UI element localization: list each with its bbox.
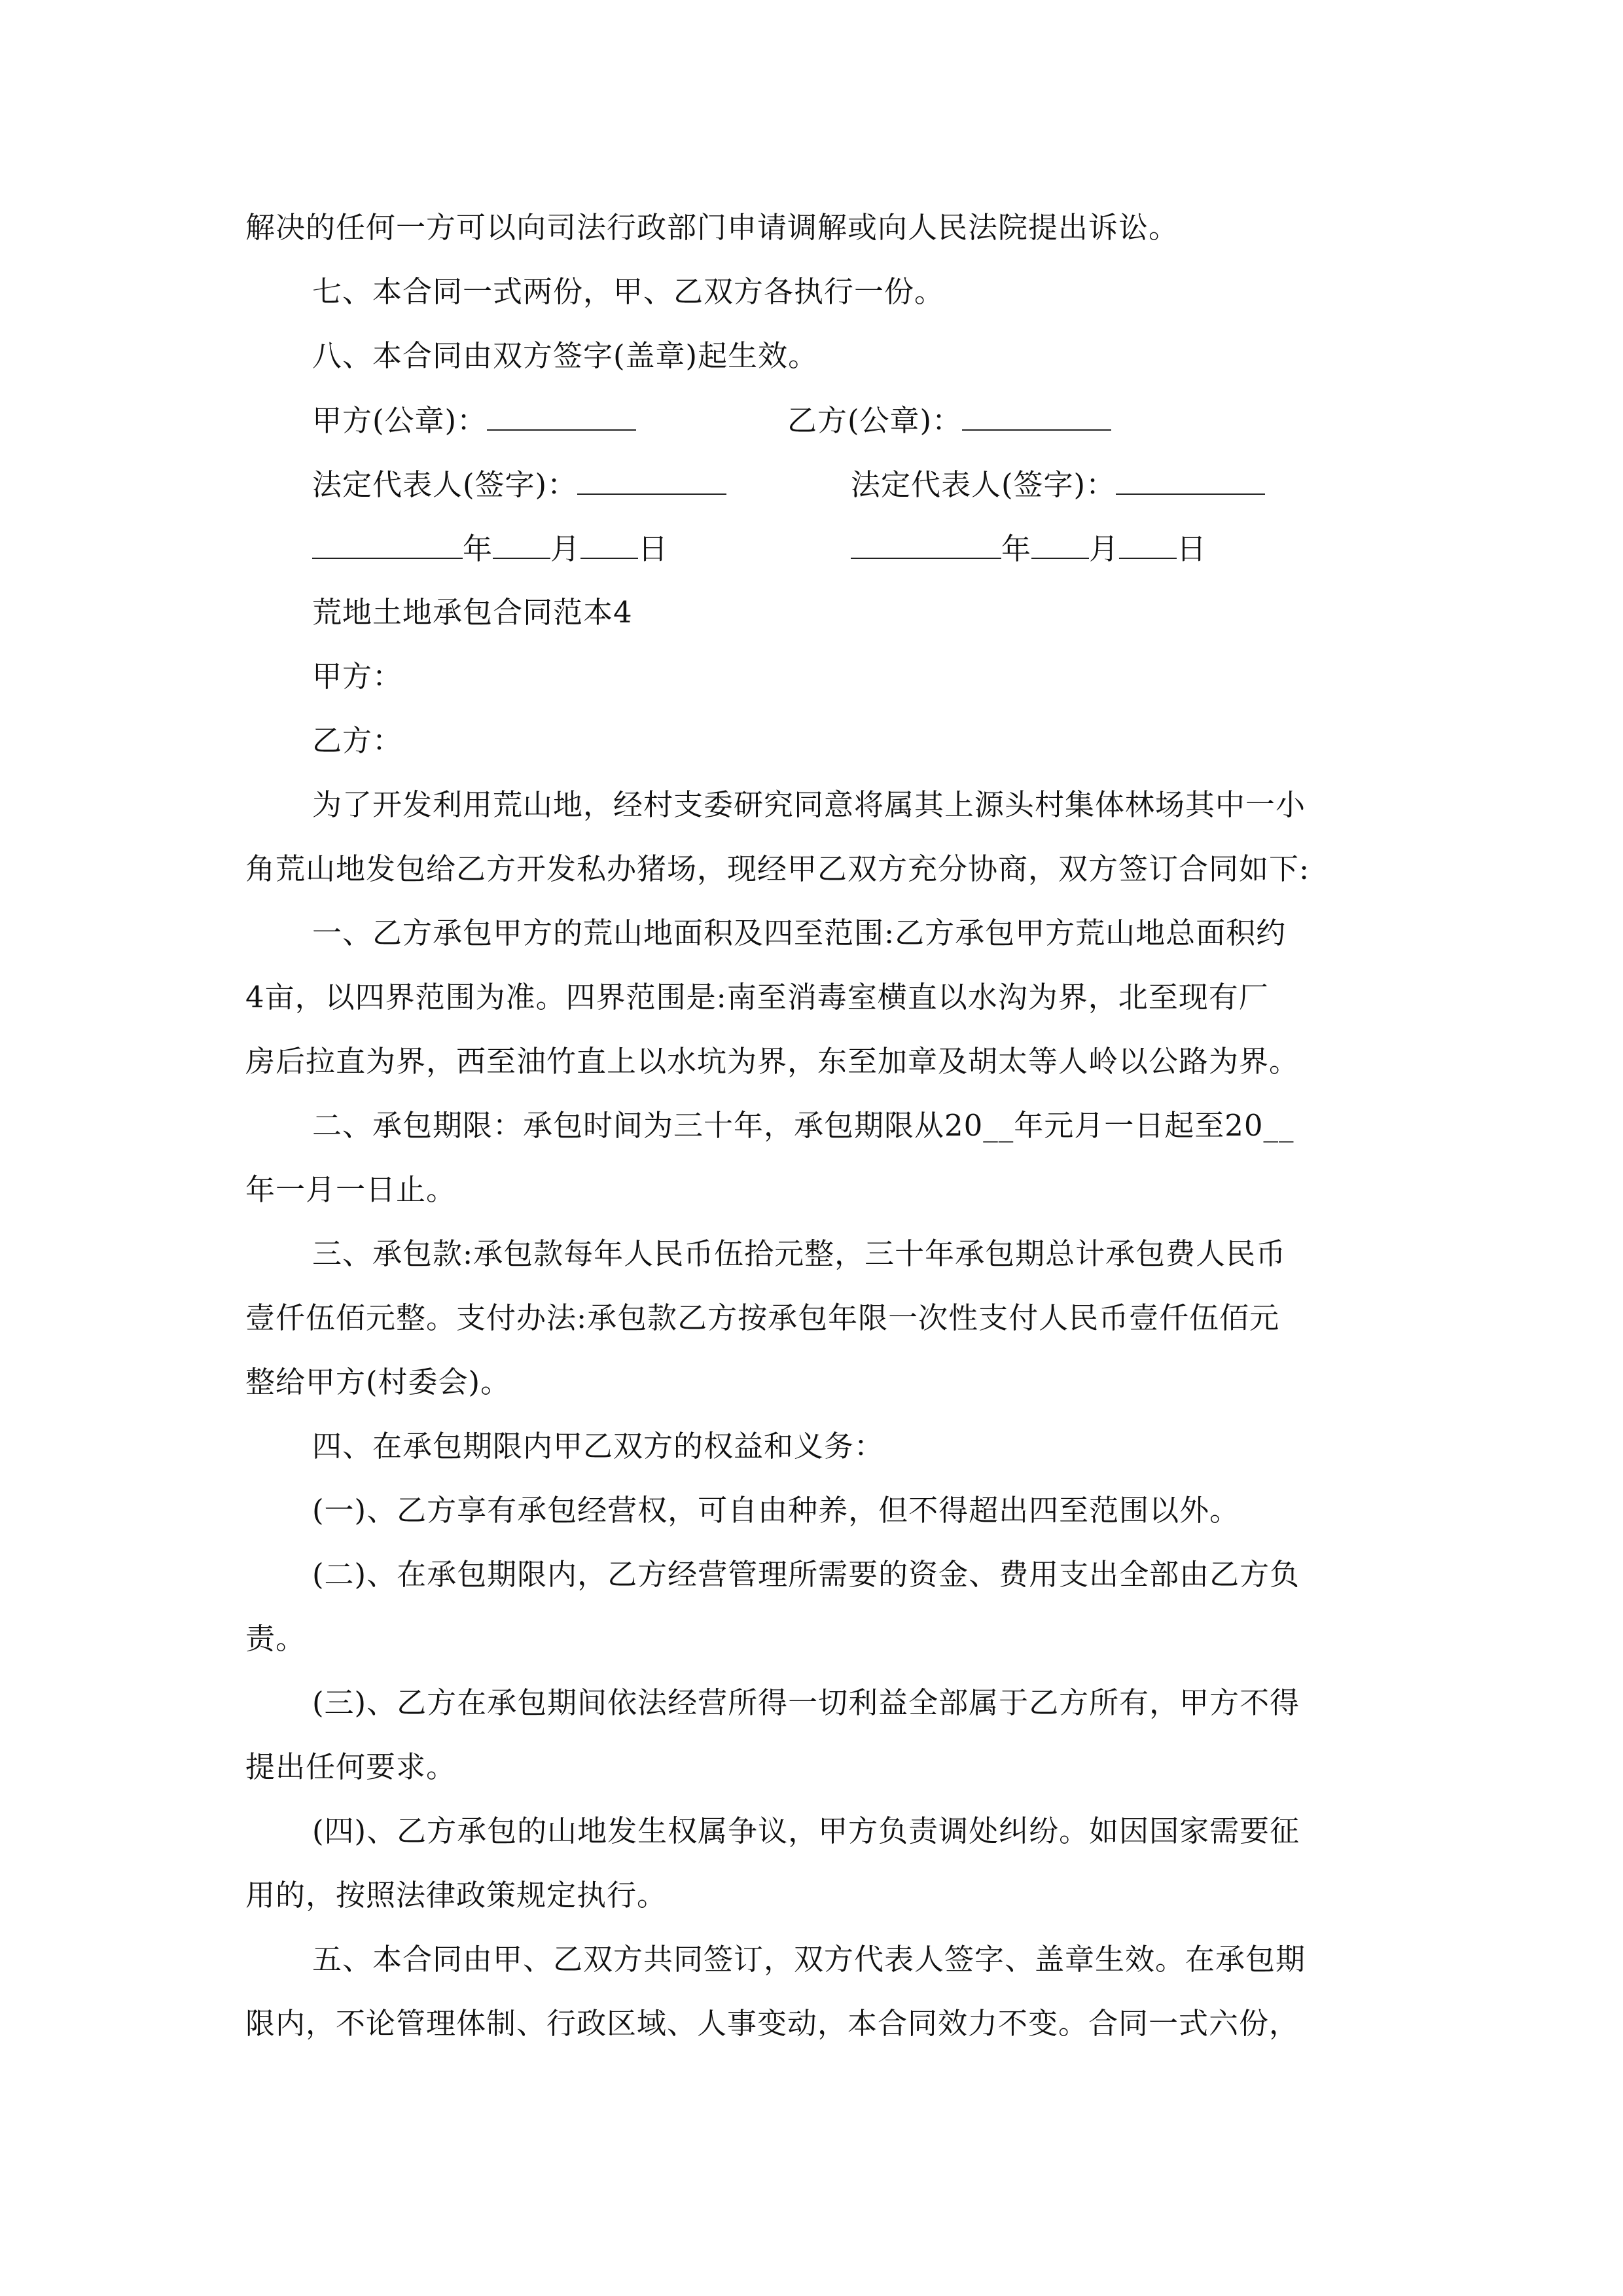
- day-label: 日: [638, 531, 669, 566]
- blank-line: [580, 529, 638, 559]
- blank-line: [312, 529, 463, 559]
- text-line: 三、承包款:承包款每年人民币伍拾元整，三十年承包期总计承包费人民币: [312, 1236, 1287, 1271]
- text-line: 四、在承包期限内甲乙双方的权益和义务：: [312, 1429, 885, 1463]
- text-line: 年一月一日止。: [245, 1172, 457, 1207]
- blank-line: [487, 401, 636, 431]
- text-line: 一、乙方承包甲方的荒山地面积及四至范围:乙方承包甲方荒山地总面积约: [312, 916, 1287, 950]
- blank-line: [577, 465, 726, 495]
- signature-rep-a: [312, 465, 726, 505]
- text-line: 壹仟伍佰元整。支付办法:承包款乙方按承包年限一次性支付人民币壹仟伍佰元: [245, 1300, 1280, 1335]
- text-line: 五、本合同由甲、乙双方共同签订，双方代表人签字、盖章生效。在承包期: [312, 1942, 1306, 1977]
- signature-party-b: [787, 401, 1111, 440]
- text-line: (二)、在承包期限内，乙方经营管理所需要的资金、费用支出全部由乙方负: [312, 1557, 1300, 1592]
- text-line: (四)、乙方承包的山地发生权属争议，甲方负责调处纠纷。如因国家需要征: [312, 1814, 1300, 1848]
- signature-party-a: [312, 401, 636, 440]
- text-line: 二、承包期限：承包时间为三十年，承包期限从20__年元月一日起至20__: [312, 1108, 1294, 1143]
- text-line: 整给甲方(村委会)。: [245, 1365, 511, 1399]
- text-line: (三)、乙方在承包期间依法经营所得一切利益全部属于乙方所有，甲方不得: [312, 1685, 1300, 1720]
- year-label: 年: [463, 531, 493, 566]
- text-line: 解决的任何一方可以向司法行政部门申请调解或向人民法院提出诉讼。: [245, 210, 1179, 245]
- party-b-line: 乙方：: [312, 723, 403, 758]
- blank-line: [1031, 529, 1089, 559]
- text-line: 用的，按照法律政策规定执行。: [245, 1878, 668, 1912]
- date-b: [851, 529, 1207, 569]
- text-line: 七、本合同一式两份，甲、乙双方各执行一份。: [312, 274, 945, 309]
- month-label: 月: [550, 531, 581, 566]
- text-line: (一)、乙方享有承包经营权，可自由种养，但不得超出四至范围以外。: [312, 1493, 1240, 1528]
- blank-line: [851, 529, 1001, 559]
- text-line: 房后拉直为界，西至油竹直上以水坑为界，东至加章及胡太等人岭以公路为界。: [245, 1044, 1300, 1079]
- text-line: 为了开发利用荒山地，经村支委研究同意将属其上源头村集体林场其中一小: [312, 787, 1306, 822]
- text-line: 角荒山地发包给乙方开发私办猪场，现经甲乙双方充分协商，双方签订合同如下:: [245, 852, 1310, 886]
- day-label: 日: [1177, 531, 1207, 566]
- text-line: 提出任何要求。: [245, 1749, 457, 1784]
- year-label: 年: [1001, 531, 1032, 566]
- rep-b-label: 法定代表人(签字)：: [851, 467, 1116, 502]
- text-line: 4亩，以四界范围为准。四界范围是:南至消毒室横直以水沟为界，北至现有厂: [245, 980, 1269, 1014]
- party-a-line: 甲方：: [312, 659, 403, 694]
- party-b-seal-label: 乙方(公章)：: [787, 403, 963, 438]
- blank-line: [1116, 465, 1265, 495]
- rep-a-label: 法定代表人(签字)：: [312, 467, 578, 502]
- section-title: 荒地土地承包合同范本4: [312, 595, 633, 630]
- blank-line: [1119, 529, 1177, 559]
- blank-line: [962, 401, 1111, 431]
- text-line: 责。: [245, 1621, 306, 1656]
- party-a-seal-label: 甲方(公章)：: [312, 403, 488, 438]
- text-line: 八、本合同由双方签字(盖章)起生效。: [312, 338, 819, 373]
- date-a: [312, 529, 668, 569]
- month-label: 月: [1089, 531, 1120, 566]
- signature-rep-b: [851, 465, 1265, 505]
- text-line: 限内，不论管理体制、行政区域、人事变动，本合同效力不变。合同一式六份，: [245, 2006, 1300, 2041]
- blank-line: [493, 529, 550, 559]
